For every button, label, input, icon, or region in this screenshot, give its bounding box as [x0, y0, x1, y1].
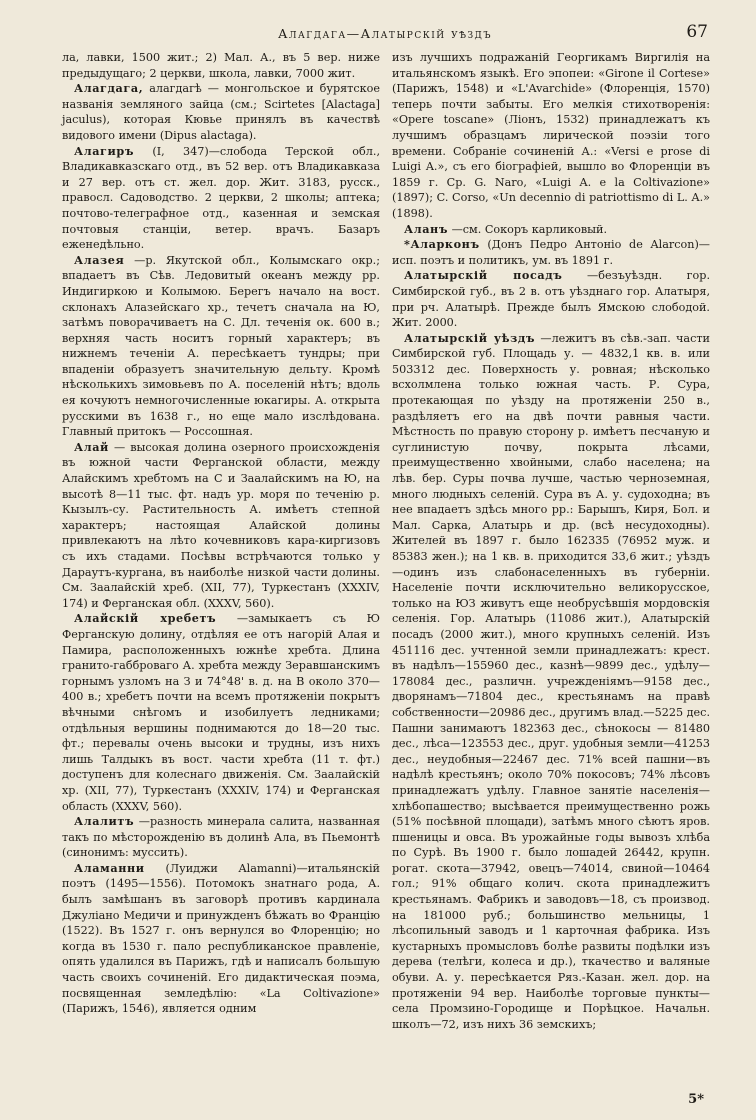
- entry-paragraph: [62, 144, 380, 253]
- entry-paragraph: [392, 331, 710, 1033]
- entry-text: (I, 347)—слобода Терской обл., Владикавказскаго отд., въ 52 вер. отъ Владикавказа и 27 вер. отъ ст. жел. дор. Жит. 3183, русск., правосл. Садоводство. 2 церкви, 2 школы; аптека; почтово-телеграфное отд., казенная и земская почтовыя станціи, ветер. врачъ. Базаръ еженедѣльно.: [62, 144, 381, 252]
- entry-paragraph: [392, 222, 710, 238]
- entry-paragraph: [62, 814, 380, 861]
- entry-text: (Луиджи Alamanni)—итальянскій поэтъ (1495—1556). Потомокъ знатнаго рода, А. былъ замѣшанъ въ заговорѣ противъ кардинала Джуліано Медичи и принужденъ бѣжать во Францію (1522). Въ 1527 г. онъ вернулся во Флоренцію; но когда въ 1530 г. пало республиканское правленіе, опять удалился въ Парижъ, гдѣ и написалъ большую часть своихъ сочиненій. Его дидактическая поэма, посвященная земледѣлію: «La Coltivazione» (Парижъ, 1546), является одним: [62, 861, 380, 1016]
- entry-paragraph: [62, 253, 380, 440]
- entry-paragraph: [392, 237, 710, 268]
- entry-text: —безъуѣздн. гор. Симбирской губ., въ 2 в. отъ уѣзднаго гор. Алатыря, при рч. Алатырѣ. Прежде былъ Ямскою слободой. Жит. 2000.: [392, 269, 710, 330]
- entry-text: —разность минерала салита, названная такъ по мѣсторожденію въ долинѣ Ала, въ Пьемонтѣ (синонимъ: муссить).: [62, 815, 381, 860]
- entry-text: —см. Сокоръ карликовый.: [451, 222, 608, 236]
- running-title: Алагдага—Алатырскій уѣздъ: [277, 26, 493, 41]
- entry-paragraph: [62, 50, 380, 81]
- entry-paragraph: [392, 50, 710, 222]
- entry-headword: *Аларконъ: [404, 237, 480, 252]
- left-column: [62, 50, 380, 1017]
- entry-headword: Алагдага,: [74, 81, 144, 96]
- entry-headword: Алагиръ: [74, 143, 135, 158]
- right-column: [392, 50, 710, 1032]
- entry-text: —лежитъ въ сѣв.-зап. части Симбирской губ. Площадь у. — 4832,1 кв. в. или 503312 дес. Поверхность у. ровная; нѣсколько всхолмлена только южная часть. Р. Сура, протекающая по уѣзду на протяженіи 250 в., раздѣляетъ его на двѣ почти равныя части. Мѣстность по правую сторону р. имѣетъ песчаную и суглинистую почву, покрыта лѣсами, преимущественно хвойными, слабо населена; на лѣв. бер. Суры почва лучше, частью черноземная, много людныхъ селеній. Сура въ А. у. судоходна; въ нее впадаетъ здѣсь много рр.: Барышъ, Киря, Бол. и Мал. Сарка, Алатырь и др. (всѣ несудоходны). Жителей въ 1897 г. было 162335 (76952 муж. и 85383 жен.); на 1 кв. в. приходится 33,6 жит.; уѣздъ—одинъ изъ слабонаселенныхъ въ губерніи. Населеніе почти исключительно великорусское, только на ЮЗ живутъ еще необрусѣвшія мордовскія селенія. Гор. Алатырь (11086 жит.), Алатырскій посадъ (2000 жит.), много крупныхъ селеній. Изъ 451116 дес. учтенной земли принадлежатъ: крест. въ надѣлъ—155960 дес., казнѣ—9899 дес., удѣлу—178084 дес., различн. учрежденіямъ—9158 дес., дворянамъ—71804 дес., крестьянамъ на правѣ собственности—20986 дес., другимъ влад.—5225 дес. Пашни занимаютъ 182363 дес., сѣнокосы — 81480 дес., лѣса—123553 дес., друг. удобныя земли—41253 дес., неудобныя—22467 дес. 71% всей пашни—въ надѣлѣ крестьянъ; около 70% покосовъ; 74% лѣсовъ принадлежатъ удѣлу. Главное занятіе населенія—хлѣбопашество; высѣвается преимущественно рожь (51% посѣвной площади), затѣмъ много сѣютъ яров. пшеницы и овса. Въ урожайные годы вывозъ хлѣба по Сурѣ. Въ 1900 г. было лошадей 26442, крупн. рогат. скота—37942, овецъ—74014, свиной—10464 гол.; 91% общаго колич. скота принадлежитъ крестьянамъ. Фабрикъ и заводовъ—18, съ производ. на 181000 руб.; большинство мельницы, 1 лѣсопильный заводъ и 1 карточная фабрика. Изъ кустарныхъ промысловъ болѣе развиты подѣлки изъ дерева (телѣги, колеса и др.), ткачество и валяные обуви. А. у. пересѣкается Ряз.-Казан. жел. дор. на протяженіи 94 вер. Наиболѣе торговые пункты—села Промзино-Городище и Порѣцкое. Начальн. школъ—72, изъ нихъ 36 земскихъ;: [392, 331, 711, 1031]
- entry-headword: Аланъ: [404, 221, 449, 236]
- signature-mark: 5*: [688, 1092, 704, 1107]
- page-number: 67: [686, 22, 708, 42]
- entry-headword: Алатырскій уѣздъ: [404, 330, 536, 345]
- entry-text: ла, лавки, 1500 жит.; 2) Мал. А., въ 5 вер. ниже предыдущаго; 2 церкви, школа, лавки, 7000 жит.: [62, 51, 380, 80]
- entry-paragraph: [62, 440, 380, 612]
- entry-text: —замыкаетъ съ Ю Ферганскую долину, отдѣляя ее отъ нагорій Алая и Памира, расположенныхъ южнѣе хребта. Длина гранито-габброваго А. хребта между Зеравшанскимъ горнымъ узломъ на З и 74°48' в. д. на В около 370—400 в.; хребетъ почти на всемъ протяженіи покрытъ вѣчными снѣгомъ и изобилуетъ ледниками; отдѣльныя вершины поднимаются до 18—20 тыс. фт.; перевалы очень высоки и трудны, изъ нихъ лишь Талдыкъ въ вост. части хребта (11 т. фт.) доступенъ для колеснаго движенія. См. Заалайскій хр. (XII, 77), Туркестанъ (XXXIV, 174) и Ферганская область (XXXV, 560).: [62, 612, 380, 813]
- entry-text: изъ лучшихъ подражаній Георгикамъ Виргилія на итальянскомъ языкѣ. Его эпопеи: «Girone il Cortese» (Парижъ, 1548) и «L'Avarchide» (Флоренція, 1570) теперь почти забыты. Его мелкія стихотворенія: «Opere toscane» (Ліонъ, 1532) принадлежатъ къ лучшимъ образцамъ лирической поэзіи того времени. Собраніе сочиненій А.: «Versi e prose di Luigi A.», съ его біографіей, вышло во Флоренціи въ 1859 г. Ср. G. Naro, «Luigi A. e la Coltivazione» (1897); C. Corso, «Un decennio di patriottismo di L. A.» (1898).: [392, 51, 710, 220]
- entry-paragraph: [392, 268, 710, 330]
- running-header: [62, 22, 708, 46]
- entry-paragraph: [62, 861, 380, 1017]
- entry-headword: Алалитъ: [74, 814, 135, 829]
- entry-headword: Алайскій хребетъ: [74, 611, 217, 626]
- entry-paragraph: [62, 611, 380, 814]
- entry-text: алагдагѣ — монгольское и бурятское названія земляного зайца (см.; Scirtetes [Alactaga] jaculus), которая Кювье принялъ въ качествѣ видового имени (Dipus alactaga).: [62, 82, 380, 142]
- entry-paragraph: [62, 81, 380, 143]
- entry-text: (Донъ Педро Антоніо de Alarcon)—исп. поэтъ и политикъ, ум. въ 1891 г.: [392, 238, 710, 267]
- entry-headword: Алатырскій посадъ: [404, 268, 563, 283]
- entry-text: —р. Якутской обл., Колымскаго окр.; впадаетъ въ Сѣв. Ледовитый океанъ между рр. Индигиркою и Колымою. Берегъ начало на вост. склонахъ Алазейскаго хр., течетъ сначала на Ю, затѣмъ поворачиваетъ на С. Дл. теченія ок. 600 в.; верхняя часть носитъ горный характеръ; въ нижнемъ теченіи А. пересѣкаетъ тундры; при впаденіи образуетъ значительную дельту. Кромѣ нѣсколькихъ зимовьевъ по А. поселеній нѣтъ; вдоль ея кочуютъ немногочисленные юкагиры. А. открыта русскими въ 1638 г., но еще мало изслѣдована. Главный притокъ — Россошная.: [62, 253, 380, 439]
- entry-headword: Аламанни: [74, 860, 145, 875]
- entry-text: — высокая долина озерного происхожденія въ южной части Ферганской области, между Алайскимъ хребтомъ на С и Заалайскимъ на Ю, на высотѣ 8—11 тыс. фт. надъ ур. моря по теченію р. Кызылъ-су. Растительность А. имѣетъ степной характеръ; настоящая Алайской долины привлекаютъ на лѣто кочевниковъ кара-киргизовъ съ ихъ стадами. Посѣвы встрѣчаются только у Дараутъ-кургана, въ наиболѣе низкой части долины. См. Заалайскій хреб. (XII, 77), Туркестанъ (XXXIV, 174) и Ферганская обл. (XXXV, 560).: [62, 440, 380, 610]
- entry-headword: Алай: [74, 439, 109, 454]
- entry-headword: Алазея: [74, 252, 125, 267]
